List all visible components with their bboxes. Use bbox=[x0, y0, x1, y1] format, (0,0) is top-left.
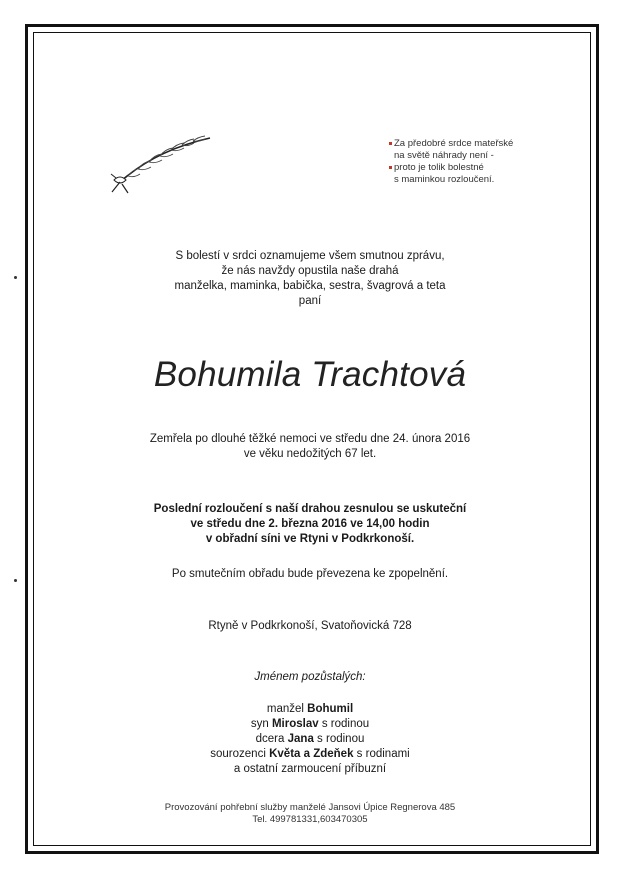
intro-text bbox=[0, 249, 620, 309]
palm-branch-icon bbox=[106, 130, 216, 196]
quote-line: s maminkou rozloučení. bbox=[394, 174, 495, 185]
mourner-husband: manžel Bohumil bbox=[266, 703, 354, 715]
mourner-son: syn Miroslav s rodinou bbox=[250, 718, 370, 730]
cremation-note bbox=[0, 567, 620, 582]
death-notice-line: Zemřela po dlouhé těžké nemoci ve středu dne 24. února 2016 bbox=[149, 433, 471, 445]
intro-line: paní bbox=[298, 295, 322, 307]
death-notice bbox=[0, 432, 620, 462]
ceremony-line: v obřadní síni ve Rtyni v Podkrkonoší. bbox=[205, 533, 415, 545]
ceremony-line: Poslední rozloučení s naší drahou zesnulou se uskuteční bbox=[153, 503, 467, 515]
mourner-daughter: dcera Jana s rodinou bbox=[255, 733, 365, 745]
mourners-list bbox=[0, 702, 620, 777]
footer-service: Provozování pohřební služby manželé Jansovi Úpice Regnerova 485 bbox=[164, 802, 456, 813]
address-text: Rtyně v Podkrkonoší, Svatoňovická 728 bbox=[208, 620, 412, 632]
death-notice-line: ve věku nedožitých 67 let. bbox=[243, 448, 377, 460]
deceased-name: Bohumila Trachtová bbox=[153, 355, 467, 394]
ceremony-line: ve středu dne 2. března 2016 ve 14,00 hodin bbox=[190, 518, 430, 530]
quote-line: na světě náhrady není - bbox=[394, 150, 494, 161]
mourner-siblings: sourozenci Květa a Zdeňek s rodinami bbox=[210, 748, 410, 760]
on-behalf-heading bbox=[0, 670, 620, 685]
quote-line: proto je tolik bolestné bbox=[394, 162, 484, 173]
quote-line: Za předobré srdce mateřské bbox=[394, 138, 514, 149]
cremation-text: Po smutečním obřadu bude převezena ke zpopelnění. bbox=[171, 568, 449, 580]
footer-phone: Tel. 499781331,603470305 bbox=[252, 814, 368, 825]
bullet-icon bbox=[389, 166, 392, 169]
bullet-icon bbox=[389, 142, 392, 145]
on-behalf-text: Jménem pozůstalých: bbox=[254, 671, 366, 683]
mourner-others: a ostatní zarmoucení příbuzní bbox=[233, 763, 387, 775]
intro-line: S bolestí v srdci oznamujeme všem smutnou zprávu, bbox=[175, 250, 445, 262]
quote-verse bbox=[389, 138, 513, 186]
address bbox=[0, 619, 620, 634]
intro-line: že nás navždy opustila naše drahá bbox=[221, 265, 399, 277]
ceremony-info bbox=[0, 502, 620, 547]
funeral-service-footer bbox=[0, 802, 620, 826]
intro-line: manželka, maminka, babička, sestra, švagrová a teta bbox=[174, 280, 446, 292]
